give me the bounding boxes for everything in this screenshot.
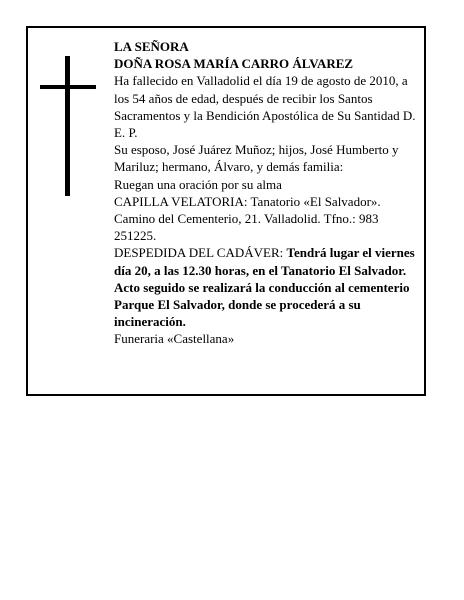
farewell-label: DESPEDIDA DEL CADÁVER:: [114, 245, 284, 261]
chapel-info: [114, 193, 420, 245]
family-list: Su esposo, José Juárez Muñoz; hijos, José Humberto y Mariluz; hermano, Álvaro, y demás familia:: [114, 142, 399, 175]
prayer-request: Ruegan una oración por su alma: [114, 176, 282, 192]
cross-icon: [40, 56, 100, 196]
obituary-text: [114, 38, 420, 348]
funeral-home: Funeraria «Castellana»: [114, 331, 235, 347]
chapel-details: Tanatorio «El Salvador». Camino del Cementerio, 21. Valladolid. Tfno.: 983 251225.: [114, 193, 381, 244]
death-announcement: Ha fallecido en Valladolid el día 19 de agosto de 2010, a los 54 años de edad, después de recibir los Santos Sacramentos y la Bendición Apostólica de Su Santidad D. E. P.: [114, 73, 416, 141]
cross-horizontal-bar: [40, 85, 96, 89]
notice-heading: LA SEÑORA: [114, 39, 189, 54]
cross-vertical-bar: [65, 56, 70, 196]
deceased-name: DOÑA ROSA MARÍA CARRO ÁLVAREZ: [114, 56, 354, 72]
farewell-details: Tendrá lugar el viernes día 20, a las 12.30 horas, en el Tanatorio El Salvador. Acto seguido se realizará la conducción al cementerio Parque El Salvador, donde se procederá a su incineración.: [114, 245, 415, 330]
chapel-label: CAPILLA VELATORIA:: [114, 193, 248, 209]
farewell-info: [114, 244, 420, 330]
